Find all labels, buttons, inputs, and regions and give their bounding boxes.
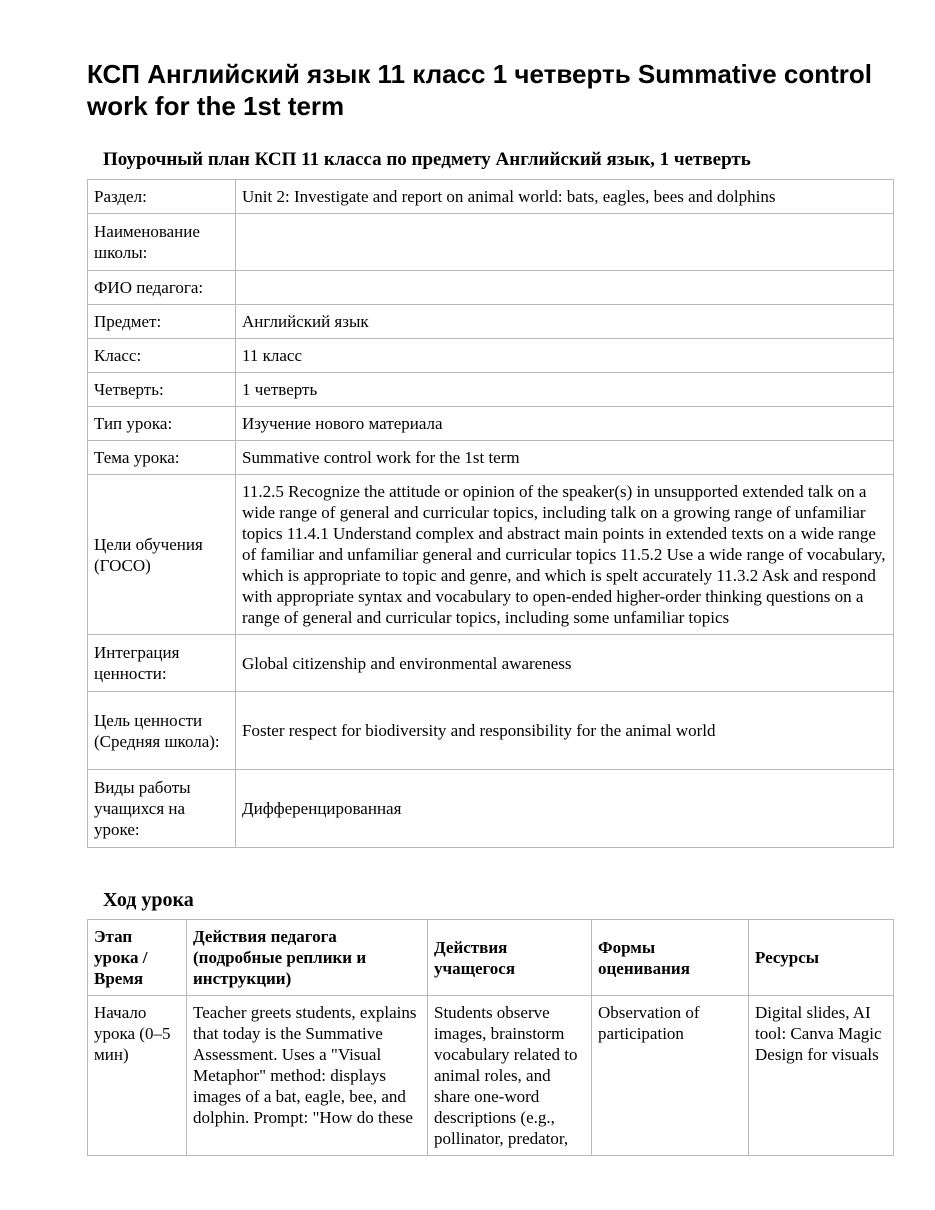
info-row-section [88,180,894,214]
info-value: Дифференцированная [236,770,894,848]
info-value: 1 четверть [236,373,894,407]
lesson-info-table [87,179,894,848]
table-row [88,996,894,1156]
info-label: Интеграция ценности: [88,635,236,692]
column-header-student-actions: Действия учащегося [428,920,592,996]
document-title: КСП Английский язык 11 класс 1 четверть Summative control work for the 1st term [87,59,872,121]
column-header-assessment: Формы оценивания [592,920,749,996]
info-label: Предмет: [88,305,236,339]
info-label: Тема урока: [88,441,236,475]
info-label: Наименование школы: [88,214,236,271]
resources-cell [749,996,894,1156]
info-row-lesson-type [88,407,894,441]
info-value: Summative control work for the 1st term [236,441,894,475]
info-value: Unit 2: Investigate and report on animal world: bats, eagles, bees and dolphins [236,180,894,214]
column-header-resources: Ресурсы [749,920,894,996]
info-row-learning-objectives [88,475,894,635]
teacher-actions-text: Teacher greets students, explains that today is the Summative Assessment. Uses a "Visual Metaphor" method: displays images of a bat, eagle, bee, and dolphin. Prompt: "How do these [193,1003,417,1127]
info-row-lesson-topic [88,441,894,475]
info-row-value-integration [88,635,894,692]
info-label: Цель ценности (Средняя школа): [88,692,236,770]
info-label: Раздел: [88,180,236,214]
info-row-work-types [88,770,894,848]
info-label: Виды работы учащихся на уроке: [88,770,236,848]
info-row-teacher [88,271,894,305]
info-value: Изучение нового материала [236,407,894,441]
info-row-subject [88,305,894,339]
info-label: ФИО педагога: [88,271,236,305]
teacher-actions-cell [187,996,428,1156]
student-actions-text: Students observe images, brainstorm vocabulary related to animal roles, and share one-word descriptions (e.g., pollinator, predator, [434,1003,578,1148]
info-row-value-goal [88,692,894,770]
info-value: 11 класс [236,339,894,373]
info-label: Класс: [88,339,236,373]
column-header-stage: Этап урока / Время [88,920,187,996]
column-header-teacher-actions: Действия педагога (подробные реплики и инструкции) [187,920,428,996]
info-value [236,214,894,271]
lesson-header-row [88,920,894,996]
info-row-grade [88,339,894,373]
stage-text: Начало урока (0–5 мин) [94,1003,171,1064]
info-label: Четверть: [88,373,236,407]
info-label: Цели обучения (ГОСО) [88,475,236,635]
info-value: Global citizenship and environmental awareness [236,635,894,692]
info-value: Английский язык [236,305,894,339]
stage-cell [88,996,187,1156]
lesson-plan-subtitle: Поурочный план КСП 11 класса по предмету Английский язык, 1 четверть [103,149,751,170]
resources-text: Digital slides, AI tool: Canva Magic Design for visuals [755,1003,882,1064]
lesson-progress-table [87,919,894,1156]
assessment-text: Observation of participation [598,1003,700,1043]
info-value: 11.2.5 Recognize the attitude or opinion of the speaker(s) in unsupported extended talk on a wide range of general and curricular topics, including talk on a growing range of unfamiliar topics 11.4.1 Understand complex and abstract main points in extended texts on a wide range of familiar and unfamiliar general and curricular topics 11.5.2 Use a wide range of vocabulary, which is appropriate to topic and genre, and which is spelt accurately 11.3.2 Ask and respond with appropriate syntax and vocabulary to open-ended higher-order thinking questions on a range of general and curricular topics, including some unfamiliar topics [236,475,894,635]
lesson-progress-heading: Ход урока [103,889,194,911]
info-label: Тип урока: [88,407,236,441]
info-row-school [88,214,894,271]
assessment-cell [592,996,749,1156]
info-value [236,271,894,305]
info-row-quarter [88,373,894,407]
info-value: Foster respect for biodiversity and responsibility for the animal world [236,692,894,770]
student-actions-cell [428,996,592,1156]
